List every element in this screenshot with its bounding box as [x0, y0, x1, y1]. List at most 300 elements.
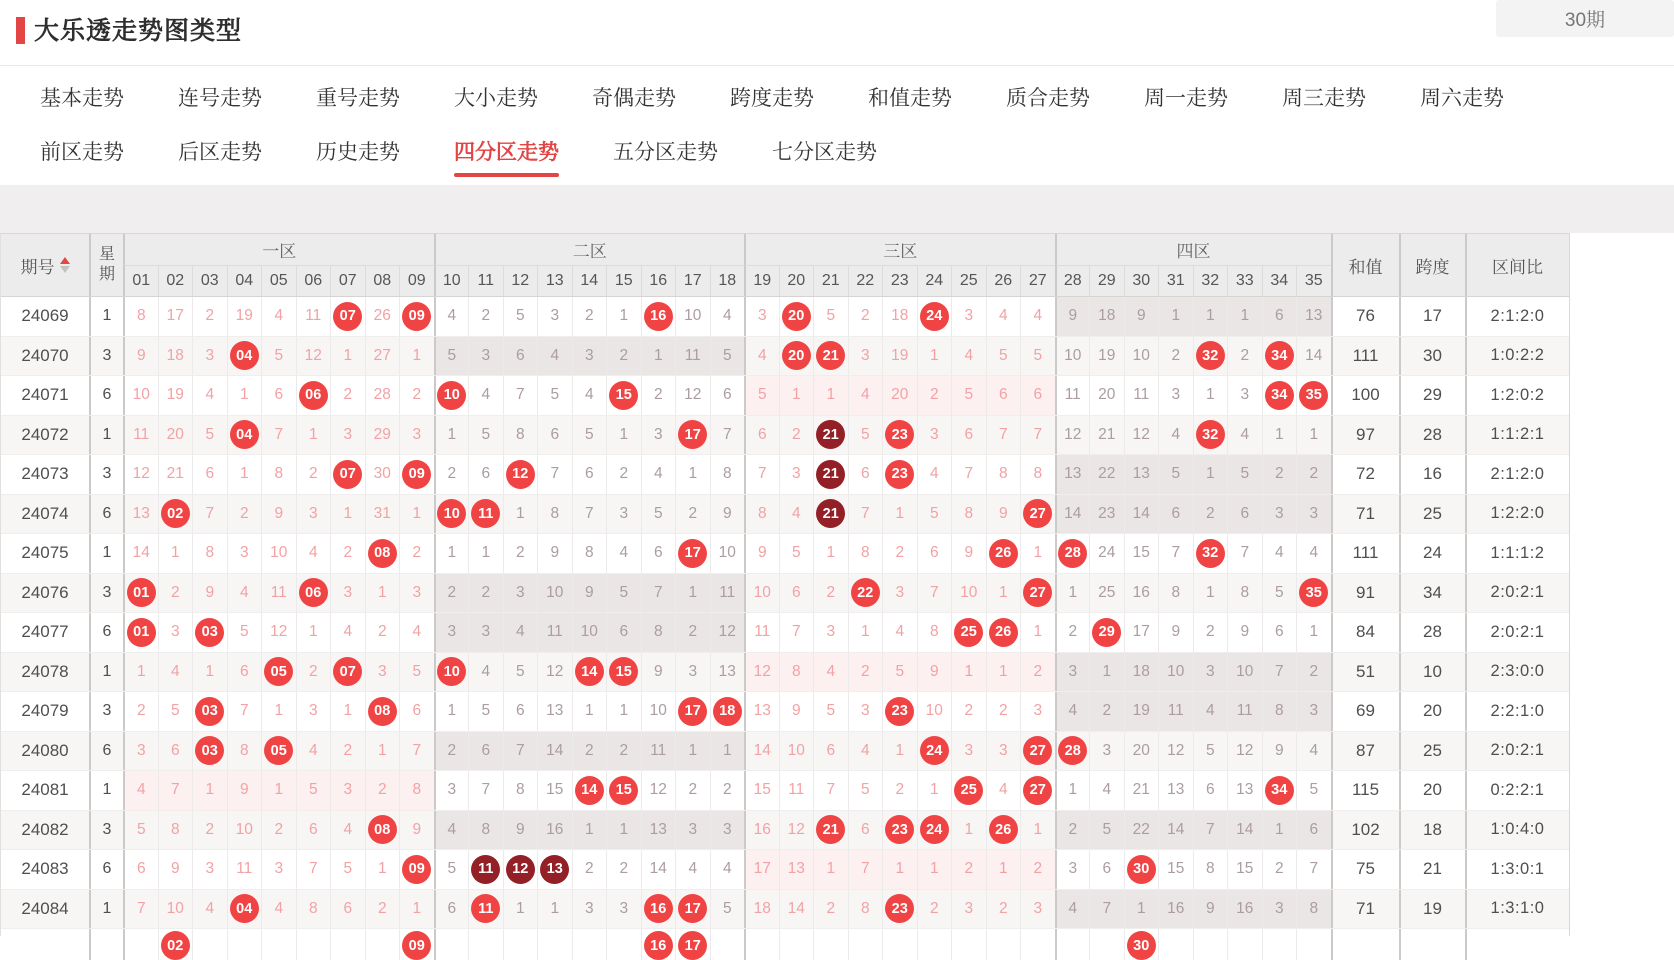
number-cell — [1020, 929, 1055, 960]
nav-tab[interactable]: 五分区走势 — [613, 141, 718, 164]
number-cell: 7 — [123, 890, 158, 929]
nav-tab[interactable]: 前区走势 — [40, 141, 124, 164]
number-cell: 4 — [606, 534, 641, 573]
number-cell: 10 — [951, 574, 986, 613]
number-cell: 12 — [641, 771, 676, 810]
ball-column-header: 26 — [986, 266, 1021, 296]
number-cell: 1 — [503, 495, 538, 534]
number-cell: 13 — [1296, 297, 1331, 336]
nav-tab[interactable]: 连号走势 — [178, 87, 262, 110]
number-cell: 20 — [1089, 376, 1124, 415]
number-cell: 4 — [434, 297, 469, 336]
number-cell: 1 — [572, 692, 607, 731]
number-cell: 2 — [641, 376, 676, 415]
number-cell — [1020, 771, 1055, 810]
number-cell: 5 — [572, 416, 607, 455]
ratio-cell: 2:1:2:0 — [1465, 455, 1569, 494]
hit-ball: 11 — [471, 894, 500, 923]
nav-tab[interactable]: 基本走势 — [40, 87, 124, 110]
number-cell: 17 — [1124, 613, 1159, 652]
nav-tab[interactable]: 和值走势 — [868, 87, 952, 110]
number-cell: 2 — [158, 574, 193, 613]
hit-ball: 21 — [816, 341, 845, 370]
number-cell: 3 — [572, 890, 607, 929]
number-cell: 1 — [1262, 811, 1297, 850]
number-cell — [227, 929, 262, 960]
ball-column-header: 27 — [1020, 266, 1055, 296]
number-cell: 12 — [675, 376, 710, 415]
number-cell: 8 — [1158, 574, 1193, 613]
period-cell: 24081 — [21, 780, 69, 800]
number-cell: 6 — [1158, 495, 1193, 534]
nav-tab[interactable]: 重号走势 — [316, 87, 400, 110]
hit-ball: 16 — [644, 302, 673, 331]
nav-tab[interactable]: 周三走势 — [1282, 87, 1366, 110]
span-cell: 29 — [1399, 376, 1465, 415]
nav-tab[interactable]: 跨度走势 — [730, 87, 814, 110]
ratio-cell — [1465, 929, 1569, 960]
nav-tab[interactable]: 七分区走势 — [772, 141, 877, 164]
number-cell — [296, 376, 331, 415]
number-cell: 8 — [1227, 574, 1262, 613]
number-cell: 5 — [1089, 811, 1124, 850]
number-cell: 4 — [1227, 416, 1262, 455]
period-cell: 24083 — [21, 859, 69, 879]
number-cell: 3 — [468, 613, 503, 652]
number-cell: 2 — [606, 455, 641, 494]
number-cell: 6 — [468, 732, 503, 771]
period-cell: 24079 — [21, 701, 69, 721]
number-cell: 3 — [399, 574, 434, 613]
number-cell: 3 — [1089, 732, 1124, 771]
hit-ball: 04 — [230, 341, 259, 370]
ball-column-header: 24 — [917, 266, 952, 296]
number-cell: 9 — [917, 653, 952, 692]
number-cell: 10 — [641, 692, 676, 731]
number-cell: 7 — [1020, 416, 1055, 455]
week-cell: 1 — [89, 771, 123, 810]
hit-ball: 08 — [368, 697, 397, 726]
hit-ball: 27 — [1023, 578, 1052, 607]
period-cell: 24076 — [21, 582, 69, 602]
sort-desc-icon — [60, 266, 70, 273]
number-cell: 8 — [1020, 455, 1055, 494]
number-cell: 12 — [1055, 416, 1090, 455]
number-cell: 2 — [986, 692, 1021, 731]
number-cell: 7 — [641, 574, 676, 613]
number-cell — [641, 297, 676, 336]
number-cell: 6 — [917, 534, 952, 573]
number-cell — [917, 811, 952, 850]
ratio-cell: 1:1:2:1 — [1465, 416, 1569, 455]
number-cell: 15 — [744, 771, 779, 810]
span-cell: 20 — [1399, 771, 1465, 810]
number-cell — [1262, 771, 1297, 810]
number-cell: 3 — [227, 534, 262, 573]
sum-cell: 76 — [1331, 297, 1399, 336]
hit-ball: 10 — [437, 499, 466, 528]
number-cell: 11 — [261, 574, 296, 613]
number-cell: 6 — [227, 653, 262, 692]
number-cell — [986, 613, 1021, 652]
number-cell: 1 — [882, 732, 917, 771]
number-cell — [675, 890, 710, 929]
hit-ball: 07 — [333, 460, 362, 489]
number-cell: 11 — [675, 337, 710, 376]
nav-tab[interactable]: 历史走势 — [316, 141, 400, 164]
number-cell — [606, 929, 641, 960]
week-cell: 1 — [89, 297, 123, 336]
number-cell: 4 — [296, 534, 331, 573]
number-cell: 2 — [606, 337, 641, 376]
number-cell: 3 — [1020, 692, 1055, 731]
ball-column-header: 14 — [572, 266, 607, 296]
number-cell: 9 — [1227, 613, 1262, 652]
number-cell — [951, 929, 986, 960]
ratio-cell: 0:2:2:1 — [1465, 771, 1569, 810]
period-cell: 24069 — [21, 306, 69, 326]
number-cell: 8 — [261, 455, 296, 494]
number-cell: 11 — [744, 613, 779, 652]
hit-ball: 23 — [885, 460, 914, 489]
number-cell: 2 — [330, 376, 365, 415]
number-cell: 8 — [158, 811, 193, 850]
ball-column-header: 28 — [1055, 266, 1090, 296]
sort-icon[interactable] — [60, 257, 70, 273]
table-row — [1, 732, 1569, 772]
hit-ball: 32 — [1196, 341, 1225, 370]
number-cell: 5 — [434, 337, 469, 376]
number-cell: 5 — [848, 416, 883, 455]
number-cell: 7 — [261, 416, 296, 455]
number-cell: 10 — [710, 534, 745, 573]
number-cell — [813, 495, 848, 534]
number-cell: 1 — [261, 771, 296, 810]
number-cell: 30 — [365, 455, 400, 494]
number-cell: 1 — [399, 495, 434, 534]
number-cell: 10 — [158, 890, 193, 929]
number-cell: 16 — [1124, 574, 1159, 613]
number-cell: 1 — [606, 692, 641, 731]
ball-column-header: 12 — [503, 266, 538, 296]
number-cell: 3 — [1158, 376, 1193, 415]
number-cell: 3 — [779, 455, 814, 494]
number-cell: 13 — [1227, 771, 1262, 810]
nav-tab[interactable]: 大小走势 — [454, 87, 538, 110]
sum-cell: 84 — [1331, 613, 1399, 652]
number-cell: 2 — [123, 692, 158, 731]
week-cell: 6 — [89, 376, 123, 415]
number-cell: 5 — [917, 495, 952, 534]
nav-tab[interactable]: 周六走势 — [1420, 87, 1504, 110]
table-row — [1, 890, 1569, 930]
hit-ball: 15 — [609, 657, 638, 686]
number-cell: 1 — [1296, 416, 1331, 455]
ratio-cell: 2:0:2:1 — [1465, 732, 1569, 771]
number-cell: 3 — [951, 297, 986, 336]
number-cell — [503, 929, 538, 960]
period-header-label: 期号 — [20, 257, 55, 277]
number-cell: 8 — [1262, 692, 1297, 731]
number-cell: 2 — [572, 297, 607, 336]
number-cell: 2 — [434, 455, 469, 494]
number-cell: 1 — [986, 653, 1021, 692]
number-cell: 11 — [537, 613, 572, 652]
hit-ball: 09 — [402, 931, 431, 960]
number-cell: 1 — [882, 495, 917, 534]
number-cell: 3 — [744, 297, 779, 336]
ball-column-header: 20 — [779, 266, 814, 296]
number-cell — [468, 850, 503, 889]
number-cell: 4 — [572, 376, 607, 415]
nav-tab[interactable]: 奇偶走势 — [592, 87, 676, 110]
number-cell: 6 — [261, 376, 296, 415]
number-cell — [192, 929, 227, 960]
table-row — [1, 416, 1569, 456]
ball-column-header: 15 — [606, 266, 641, 296]
number-cell: 1 — [1193, 297, 1228, 336]
table-row — [1, 811, 1569, 851]
number-cell: 13 — [123, 495, 158, 534]
number-cell: 6 — [468, 455, 503, 494]
number-cell: 8 — [503, 416, 538, 455]
number-cell: 6 — [434, 890, 469, 929]
number-cell: 5 — [537, 376, 572, 415]
number-cell: 1 — [192, 771, 227, 810]
number-cell: 4 — [779, 495, 814, 534]
number-cell: 25 — [1089, 574, 1124, 613]
number-cell: 1 — [1020, 811, 1055, 850]
number-cell: 2 — [434, 732, 469, 771]
number-cell: 16 — [744, 811, 779, 850]
number-cell — [813, 929, 848, 960]
number-cell: 12 — [744, 653, 779, 692]
number-cell: 6 — [192, 455, 227, 494]
number-cell: 2 — [1020, 850, 1055, 889]
number-cell: 3 — [1055, 850, 1090, 889]
period-cell: 24070 — [21, 345, 69, 365]
hit-ball: 26 — [989, 539, 1018, 568]
period-sort-header[interactable] — [1, 234, 89, 296]
number-cell: 4 — [261, 297, 296, 336]
number-cell — [158, 495, 193, 534]
number-cell: 6 — [123, 850, 158, 889]
number-cell: 13 — [744, 692, 779, 731]
number-cell: 3 — [434, 613, 469, 652]
number-cell: 1 — [1193, 455, 1228, 494]
number-cell: 3 — [1227, 376, 1262, 415]
number-cell: 2 — [1089, 692, 1124, 731]
number-cell: 3 — [710, 811, 745, 850]
number-cell: 7 — [1089, 890, 1124, 929]
span-cell: 18 — [1399, 811, 1465, 850]
table-row — [1, 376, 1569, 416]
hit-ball: 05 — [264, 657, 293, 686]
number-cell: 4 — [917, 455, 952, 494]
number-cell: 8 — [710, 455, 745, 494]
number-cell: 21 — [158, 455, 193, 494]
nav-tab[interactable]: 质合走势 — [1006, 87, 1090, 110]
number-cell: 1 — [330, 692, 365, 731]
number-cell: 1 — [675, 574, 710, 613]
number-cell: 7 — [296, 850, 331, 889]
number-cell: 2 — [1262, 850, 1297, 889]
ratio-cell: 1:0:4:0 — [1465, 811, 1569, 850]
number-cell: 4 — [710, 297, 745, 336]
nav-tab[interactable]: 后区走势 — [178, 141, 262, 164]
number-cell: 6 — [158, 732, 193, 771]
number-cell: 3 — [296, 495, 331, 534]
hit-ball: 14 — [575, 657, 604, 686]
number-cell — [399, 850, 434, 889]
nav-tabs — [0, 66, 1674, 185]
number-cell: 1 — [1227, 297, 1262, 336]
hit-ball: 04 — [230, 894, 259, 923]
week-cell: 1 — [89, 534, 123, 573]
number-cell — [1262, 337, 1297, 376]
page-title: 大乐透走势图类型 — [34, 17, 243, 45]
number-cell — [641, 929, 676, 960]
number-cell: 4 — [986, 771, 1021, 810]
number-cell: 10 — [1227, 653, 1262, 692]
number-cell — [675, 692, 710, 731]
number-cell: 5 — [296, 771, 331, 810]
number-cell — [434, 929, 469, 960]
number-cell: 27 — [365, 337, 400, 376]
period-cell: 24078 — [21, 661, 69, 681]
number-cell — [572, 771, 607, 810]
number-cell: 10 — [261, 534, 296, 573]
number-cell: 11 — [1055, 376, 1090, 415]
number-cell: 2 — [468, 297, 503, 336]
hit-ball: 03 — [195, 736, 224, 765]
period-cell: 24074 — [21, 503, 69, 523]
number-cell — [123, 929, 158, 960]
hit-ball: 17 — [678, 420, 707, 449]
number-cell: 10 — [675, 297, 710, 336]
number-cell: 7 — [572, 495, 607, 534]
number-cell: 2 — [917, 376, 952, 415]
number-cell: 3 — [261, 850, 296, 889]
number-cell: 7 — [158, 771, 193, 810]
ball-column-header: 10 — [434, 266, 469, 296]
hit-ball-repeat: 12 — [506, 855, 535, 884]
number-cell — [1020, 732, 1055, 771]
table-row — [1, 455, 1569, 495]
number-cell — [434, 653, 469, 692]
ratio-cell: 1:1:1:2 — [1465, 534, 1569, 573]
number-cell: 12 — [1158, 732, 1193, 771]
number-cell: 9 — [1262, 732, 1297, 771]
number-cell: 6 — [503, 692, 538, 731]
table-row — [1, 771, 1569, 811]
number-cell: 3 — [848, 692, 883, 731]
number-cell — [951, 771, 986, 810]
number-cell: 5 — [123, 811, 158, 850]
number-cell: 4 — [192, 890, 227, 929]
number-cell: 6 — [641, 534, 676, 573]
hit-ball: 32 — [1196, 420, 1225, 449]
span-header: 跨度 — [1399, 234, 1465, 296]
number-cell: 8 — [641, 613, 676, 652]
ball-column-header: 33 — [1227, 266, 1262, 296]
number-cell: 4 — [641, 455, 676, 494]
number-cell: 1 — [434, 416, 469, 455]
zone-label: 三区 — [744, 234, 1055, 266]
number-cell: 7 — [227, 692, 262, 731]
nav-tab[interactable]: 四分区走势 — [454, 136, 559, 177]
number-cell: 3 — [951, 890, 986, 929]
number-cell: 31 — [365, 495, 400, 534]
number-cell — [399, 455, 434, 494]
ratio-cell: 2:0:2:1 — [1465, 574, 1569, 613]
ratio-cell: 2:2:1:0 — [1465, 692, 1569, 731]
number-cell: 1 — [882, 850, 917, 889]
hit-ball: 20 — [782, 302, 811, 331]
number-cell: 5 — [1158, 455, 1193, 494]
number-cell: 14 — [537, 732, 572, 771]
number-cell: 14 — [641, 850, 676, 889]
number-cell — [675, 929, 710, 960]
week-cell: 3 — [89, 337, 123, 376]
number-cell: 13 — [1055, 455, 1090, 494]
number-cell: 1 — [572, 811, 607, 850]
number-cell — [434, 376, 469, 415]
number-cell: 6 — [848, 455, 883, 494]
number-cell: 2 — [882, 771, 917, 810]
hit-ball: 28 — [1058, 539, 1087, 568]
number-cell: 14 — [123, 534, 158, 573]
number-cell: 5 — [1227, 455, 1262, 494]
hit-ball: 10 — [437, 381, 466, 410]
number-cell: 3 — [330, 574, 365, 613]
number-cell: 8 — [503, 771, 538, 810]
number-cell: 16 — [1227, 890, 1262, 929]
number-cell: 5 — [986, 337, 1021, 376]
number-cell: 15 — [1158, 850, 1193, 889]
number-cell: 2 — [399, 534, 434, 573]
number-cell: 6 — [1262, 297, 1297, 336]
number-cell — [813, 337, 848, 376]
number-cell: 1 — [503, 890, 538, 929]
number-cell: 3 — [882, 574, 917, 613]
number-cell: 1 — [296, 416, 331, 455]
ball-column-header: 29 — [1089, 266, 1124, 296]
number-cell: 9 — [951, 534, 986, 573]
table-row — [1, 337, 1569, 377]
hit-ball: 24 — [920, 736, 949, 765]
number-cell: 12 — [261, 613, 296, 652]
ratio-cell: 2:3:0:0 — [1465, 653, 1569, 692]
span-cell: 28 — [1399, 416, 1465, 455]
number-cell: 3 — [192, 337, 227, 376]
hit-ball: 34 — [1265, 341, 1294, 370]
number-cell: 12 — [1227, 732, 1262, 771]
number-cell: 8 — [123, 297, 158, 336]
sum-cell: 87 — [1331, 732, 1399, 771]
number-cell: 6 — [848, 811, 883, 850]
number-cell: 3 — [813, 613, 848, 652]
hit-ball-repeat: 21 — [816, 499, 845, 528]
number-cell: 4 — [848, 732, 883, 771]
number-cell: 3 — [365, 653, 400, 692]
period-count-select[interactable]: 30期 — [1496, 0, 1674, 37]
nav-tab[interactable]: 周一走势 — [1144, 87, 1228, 110]
span-cell: 20 — [1399, 692, 1465, 731]
number-cell — [330, 455, 365, 494]
number-cell: 2 — [468, 574, 503, 613]
sum-cell: 71 — [1331, 890, 1399, 929]
